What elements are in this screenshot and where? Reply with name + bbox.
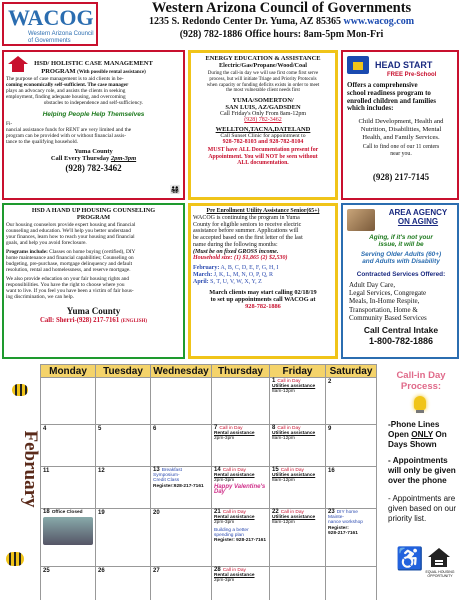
month-label-mar: March: — [193, 271, 213, 278]
cell-note: Call in Day — [222, 468, 246, 473]
energy-assistance-box — [188, 50, 338, 200]
hsd-phone: (928) 782-3462 — [65, 163, 122, 173]
cal-cell-feb-18 — [41, 509, 96, 567]
energy-loc1: YUMA/SOMERTON/ — [232, 97, 294, 105]
org-name: Western Arizona Council of Governments — [151, 0, 412, 16]
process-p1c: ONLY — [411, 430, 434, 439]
month-row-mar — [193, 272, 333, 279]
cal-cell-feb-11 — [41, 467, 96, 509]
cal-cell-feb-15 — [270, 467, 326, 509]
logo-word: WACOG — [8, 5, 94, 30]
logo-subtitle: Western Arizona Council of Governments — [28, 31, 94, 44]
aging-service-1: Legal Services, Congregate — [349, 289, 427, 298]
hsd-call-row — [6, 155, 181, 162]
energy-body-0: During the call-in day we will use first come first serve — [207, 71, 319, 76]
cell-note: Rental assistance — [214, 573, 255, 579]
cell-note: Rental assistance — [214, 515, 255, 521]
day-num: 20 — [153, 510, 160, 516]
accessibility-icon: ♿ — [396, 546, 424, 571]
day-num: 8 — [272, 425, 276, 431]
people-icon: 👨‍👩‍👧‍👦 — [170, 185, 179, 194]
blocks-icon — [353, 62, 363, 70]
cal-cell-feb-20 — [151, 509, 212, 567]
cal-cell-feb-1 — [270, 378, 326, 425]
cell-note: Utilities assistance — [272, 384, 316, 390]
aging-tag-2: issue, it will be — [378, 241, 424, 249]
cal-cell-feb-28 — [212, 567, 270, 600]
wacog-logo — [2, 2, 98, 46]
day-header-sat: Saturday — [326, 365, 377, 378]
prenroll-body-1: County for eligible seniors to receive electric — [193, 221, 302, 228]
prenroll-body-0: WACOG is continuing the program in Yuma — [193, 215, 300, 221]
cell-note: Office Closed — [51, 510, 83, 515]
bee-icon-top — [12, 384, 28, 396]
energy-warn-3: ALL documentation. — [237, 160, 289, 167]
day-num: 21 — [214, 509, 221, 515]
energy-warn-1: MUST have ALL Documentation present for — [207, 147, 319, 154]
hsd-title-1: HSD/ HOLISTIC CASE MANAGEMENT — [34, 60, 153, 67]
lightbulb-base — [416, 410, 424, 413]
cell-note: Credit Class — [153, 478, 180, 484]
day-header-thu: Thursday — [212, 365, 270, 378]
cell-note: spending plan — [214, 532, 244, 538]
cal-cell — [96, 378, 151, 425]
day-num: 9 — [328, 426, 332, 432]
cal-cell-feb-22 — [270, 509, 326, 567]
cal-cell-feb-16 — [326, 467, 377, 509]
head-start-box — [341, 50, 459, 200]
prenroll-must: (Must be on fixed GROSS income. — [193, 248, 279, 255]
energy-body-1: process, but will initiate Triage and Priority Protocols — [209, 76, 317, 82]
day-num: 6 — [153, 426, 157, 432]
process-item-3 — [388, 494, 460, 524]
calendar-month-label: February — [20, 430, 41, 508]
hsd-body-1: coming economically self-sufficient. The case manager — [6, 82, 129, 88]
energy-loc3: WELLTON,TACNA,DATELAND — [215, 126, 311, 134]
day-num: 16 — [328, 468, 335, 474]
energy-warn-2: Appointment. You will NOT be seen without — [208, 153, 318, 160]
cal-cell-feb-4 — [41, 425, 96, 467]
cell-note: Rental assistance — [214, 473, 255, 479]
process-title-2: Process: — [400, 381, 442, 392]
month-row-apr — [193, 279, 333, 286]
hud-title-2: PROGRAM — [76, 214, 111, 222]
cal-cell — [326, 567, 377, 600]
day-num: 1 — [272, 378, 276, 384]
energy-loc1-phone: (928) 782-3462 — [244, 117, 282, 124]
day-header-tue: Tuesday — [96, 365, 151, 378]
hsd-body-2: plays an advocacy role, and assists the clients in seeking — [6, 88, 126, 94]
process-p3c: priority list. — [388, 514, 427, 523]
month-row-feb — [193, 265, 333, 272]
headstart-offers-2: enrolled children and families — [347, 96, 436, 105]
cell-note: Building a better — [214, 527, 249, 533]
house-icon — [8, 56, 28, 64]
headstart-offers-0: Offers a comprehensive — [347, 81, 418, 89]
cell-note: nance workshop — [328, 520, 363, 526]
seniors-photo — [347, 209, 375, 231]
headstart-offers-3: which includes: — [347, 104, 394, 113]
cal-cell — [270, 567, 326, 600]
process-p1a: -Phone Lines — [388, 420, 440, 429]
hud-fair-3: ing discrimination, we can help. — [6, 294, 74, 301]
prenroll-appt: to set up appointments call WACOG at — [210, 296, 316, 304]
day-header-wed: Wednesday — [151, 365, 212, 378]
hud-body-0: Our housing counselors provide expert housing and financial — [6, 222, 136, 229]
headstart-subtitle: FREE Pre-School — [387, 72, 437, 78]
hsd-title-2: PROGRAM — [41, 67, 76, 75]
energy-body-3: the most vulnerable client needs first — [226, 88, 300, 94]
aging-contracted: Contracted Services Offered: — [356, 271, 446, 278]
cell-note: 8am-12pm — [272, 478, 295, 484]
energy-body-2: when capacity or funding deficits exists in order to meet — [206, 82, 320, 88]
aging-service-4: Community Based Services — [349, 313, 427, 322]
hsd-call-line: Call Every Thursday — [50, 155, 110, 162]
cell-note: Call in Day — [219, 426, 243, 431]
house-body — [12, 64, 24, 72]
day-header-mon: Monday — [41, 365, 96, 378]
aging-call: Call Central Intake — [363, 325, 439, 335]
month-letters-mar: J, K, L, M, N, O, P, Q, R — [213, 271, 274, 278]
aging-service-2: Meals, In-Home Respite, — [349, 297, 420, 306]
cal-cell-feb-23 — [326, 509, 377, 567]
cal-cell-feb-13 — [151, 467, 212, 509]
day-num: 18 — [43, 509, 50, 515]
aging-title-2: ON AGING — [397, 217, 439, 226]
hud-body-1: counseling and education. We'll help you better understand — [6, 228, 131, 235]
cell-note: 8am-12pm — [272, 389, 295, 395]
hud-programs-1: home maintenance and financial capabilities; Counseling on — [6, 255, 134, 262]
day-num: 13 — [153, 467, 160, 473]
headstart-dev-0: Child Development, Health and — [358, 118, 444, 125]
cell-note: Call in Day — [280, 468, 304, 473]
hsd-case-management-box — [2, 50, 185, 200]
day-num: 4 — [43, 426, 47, 432]
hud-title-1: HSD A HAND UP HOUSING COUNSELING — [31, 207, 156, 214]
hsd-fin-0: Fi- — [6, 121, 13, 127]
hsd-title-note: (With possible rental assistance) — [77, 69, 146, 75]
cell-note: Register: 928-217-7161 — [214, 538, 266, 544]
bee-icon-bottom — [6, 552, 24, 566]
cal-cell-feb-27 — [151, 567, 212, 600]
month-letters-feb: A, B, C, D, E, F, G, H, I — [220, 264, 279, 271]
process-title-1: Call-in Day — [396, 370, 446, 381]
valentines-art: Happy Valentine's Day — [214, 483, 266, 495]
aging-serving-1: Serving Older Adults (60+) — [360, 251, 442, 258]
prenroll-hh: Household size: (1) $1,865 (2) $2,530) — [193, 255, 288, 262]
cal-cell-feb-5 — [96, 425, 151, 467]
day-num: 25 — [43, 568, 50, 574]
cal-cell-feb-6 — [151, 425, 212, 467]
cal-cell-feb-7 — [212, 425, 270, 467]
aging-service-0: Adult Day Care, — [349, 281, 396, 289]
hud-body-2: your finances, learn how to reach your housing and financial — [6, 234, 135, 241]
headstart-dev-2: Health, and Family Services. — [362, 133, 440, 141]
hud-programs-label: Programs include: — [6, 249, 48, 256]
hsd-fin-2: program can be provided with or without financial assis- — [6, 133, 127, 139]
cell-note: Breakfast Symposium- — [153, 468, 182, 479]
day-num: 2 — [328, 379, 332, 385]
housing-counseling-box — [2, 203, 185, 359]
hud-fair-2: want to live. If you feel you have been a victim of fair hous- — [6, 288, 134, 295]
cell-note: DIY home Mainte- — [328, 510, 358, 521]
hsd-body-4: obstacles to independence and self-sufficiency. — [43, 100, 144, 106]
hsd-title-2-row — [6, 68, 181, 77]
address: 1235 S. Redondo Center Dr. Yuma, AZ 85365 — [148, 16, 341, 27]
website-link[interactable]: www.wacog.com — [343, 16, 415, 27]
aging-serving-2: and Adults with Disability — [362, 258, 440, 266]
cell-note: 2pm-3pm — [214, 520, 235, 526]
cal-cell-feb-25 — [41, 567, 96, 600]
cell-note: Call in Day — [222, 568, 246, 573]
february-calendar — [40, 364, 377, 600]
cell-note: 2pm-3pm — [214, 578, 235, 584]
hsd-fin-1: nancial assistance funds for RENT are very limited and the — [6, 127, 132, 133]
energy-loc3-phone: 928-782-8103 and 928-782-8104 — [222, 139, 304, 146]
process-p2b: will only be given — [388, 466, 456, 475]
aging-service-3: Transportation, Home & — [349, 305, 418, 314]
cell-note: Call in Day — [277, 379, 301, 384]
hud-body-3: goals, and help you avoid foreclosure. — [6, 240, 87, 247]
hud-fair-1: responsibilities. You have the right to choose where you — [6, 282, 125, 289]
process-p3b: given based on our — [388, 504, 457, 513]
energy-loc3-call: Call Sunset Clinic for appointment to — [220, 133, 306, 140]
process-p3a: - Appointments are — [388, 494, 456, 503]
cal-cell-feb-14 — [212, 467, 270, 509]
headstart-title: HEAD START — [375, 60, 433, 70]
hud-programs-2: budgeting, pre-purchase, mortgage delinquency and default — [6, 261, 133, 268]
cell-note: 2pm-3pm — [214, 436, 235, 442]
aging-phone: 1-800-782-1886 — [368, 336, 434, 346]
day-num: 12 — [98, 468, 105, 474]
cell-note: Call in Day — [277, 426, 301, 431]
hud-call-row — [6, 317, 181, 324]
energy-loc2: SAN LUIS, AZ/GADSDEN — [225, 104, 301, 112]
day-num: 23 — [328, 509, 335, 515]
energy-subtitle: Electric/Gas/Propane/Wood/Coal — [219, 62, 307, 69]
cal-cell-feb-19 — [96, 509, 151, 567]
process-item-1 — [388, 420, 460, 450]
cell-note: Utilities assistance — [272, 473, 316, 479]
address-line — [104, 16, 459, 27]
day-num: 19 — [98, 510, 105, 516]
cell-note: Register: — [328, 525, 349, 531]
month-letters-apr: S, T, U, V, W, X, Y, Z — [210, 278, 262, 285]
pre-enrollment-box — [188, 203, 338, 359]
process-p1d: On — [435, 430, 447, 439]
cal-cell — [41, 378, 96, 425]
headstart-call-note-2: near you. — [390, 150, 412, 157]
cal-cell-feb-26 — [96, 567, 151, 600]
prenroll-title: Pre Enrollment Utility Assistance Senior(65+) — [206, 208, 320, 214]
cell-note: Call in Day — [222, 510, 246, 515]
equal-housing-label: EQUAL HOUSING OPPORTUNITY — [425, 570, 455, 578]
day-num: 7 — [214, 425, 218, 431]
hud-programs-3: resolution, rental and homelessness, and reserve mortgage. — [6, 267, 131, 274]
cal-cell — [212, 378, 270, 425]
hud-programs-0: Classes on home buying (certified), DIY — [49, 249, 136, 256]
headstart-dev-1: Nutrition, Disabilities, Mental — [360, 125, 442, 133]
day-num: 27 — [153, 568, 160, 574]
cal-cell — [151, 378, 212, 425]
day-header-fri: Friday — [270, 365, 326, 378]
prenroll-march: March clients may start calling 02/18/19 — [209, 288, 317, 296]
day-num: 28 — [214, 567, 221, 573]
aging-tag-1: Aging, if it's not your — [369, 234, 433, 241]
month-label-apr: April: — [193, 278, 209, 285]
cell-note: Utilities assistance — [272, 431, 316, 437]
day-num: 22 — [272, 509, 279, 515]
process-p1e: Days Shown — [388, 440, 437, 449]
cal-cell-feb-12 — [96, 467, 151, 509]
cell-note: Utilities assistance — [272, 515, 316, 521]
process-item-2 — [388, 456, 460, 486]
lightbulb-icon — [414, 396, 426, 410]
day-num: 15 — [272, 467, 279, 473]
hsd-county: Yuma County — [74, 148, 113, 155]
cell-note: 8am-12pm — [272, 520, 295, 526]
day-num: 5 — [98, 426, 102, 432]
prenroll-body-3: be accepted based on the first letter of the last — [193, 235, 303, 242]
hud-call: Call: Sherri-(928) 217-7161 — [39, 317, 120, 325]
hud-call-lang: (ENGLISH) — [120, 319, 148, 325]
prenroll-phone: 928-782-1886 — [245, 303, 281, 311]
cell-note: Register:928-217-7161 — [153, 483, 204, 489]
hsd-body-0: The purpose of case management is to aid clients in be- — [6, 76, 124, 82]
prenroll-body-2: assistance before summer. Applications will — [193, 228, 299, 235]
cal-cell-feb-9 — [326, 425, 377, 467]
hud-fair-0: We also provide education on your fair housing rights and — [6, 276, 129, 283]
day-num: 11 — [43, 468, 50, 474]
process-title — [382, 370, 460, 392]
cal-cell-feb-2 — [326, 378, 377, 425]
equal-housing-icon — [428, 548, 450, 568]
day-num: 26 — [98, 568, 105, 574]
process-p2a: - Appointments — [388, 456, 448, 465]
headstart-phone: (928) 217-7145 — [372, 172, 430, 182]
hud-county: Yuma County — [66, 306, 121, 317]
hsd-tagline: Helping People Help Themselves — [42, 111, 145, 118]
cell-note: 8am-12pm — [272, 436, 295, 442]
presidents-day-art — [43, 517, 93, 545]
cell-note: Rental assistance — [214, 431, 255, 437]
cal-cell-feb-8 — [270, 425, 326, 467]
hsd-call-time: 2pm-3pm — [110, 155, 137, 162]
headstart-call-note: Call to find one of our 11 centers — [362, 144, 440, 150]
headstart-offers-1: school readiness program to — [347, 88, 431, 97]
prenroll-body-4: name during the following months: — [193, 241, 278, 248]
hsd-body-3: employment, finding adequate housing, and overcoming — [6, 94, 126, 100]
month-label-feb: February: — [193, 264, 220, 271]
process-p1-row — [388, 430, 460, 440]
energy-loc1-call: Call Friday's Only From 8am-12pm — [219, 111, 307, 118]
process-p1b: Open — [388, 430, 409, 439]
cal-cell-feb-21 — [212, 509, 270, 567]
aging-title-box — [381, 208, 455, 226]
cell-note: Call in Day — [280, 510, 304, 515]
day-num: 14 — [214, 467, 221, 473]
cell-note: 2pm-3pm — [214, 478, 235, 484]
energy-title: ENERGY EDUCATION & ASSISTANCE — [205, 55, 321, 62]
cell-note: 928-217-7161 — [328, 530, 358, 536]
area-agency-aging-box — [341, 203, 459, 359]
aging-title-1: AREA AGENCY — [388, 208, 448, 217]
process-p2c: over the phone — [388, 476, 447, 485]
phone-hours: (928) 782-1886 Office hours: 8am-5pm Mon-Fri — [179, 29, 384, 40]
hsd-fin-3: tance to the qualifying household. — [6, 139, 78, 145]
